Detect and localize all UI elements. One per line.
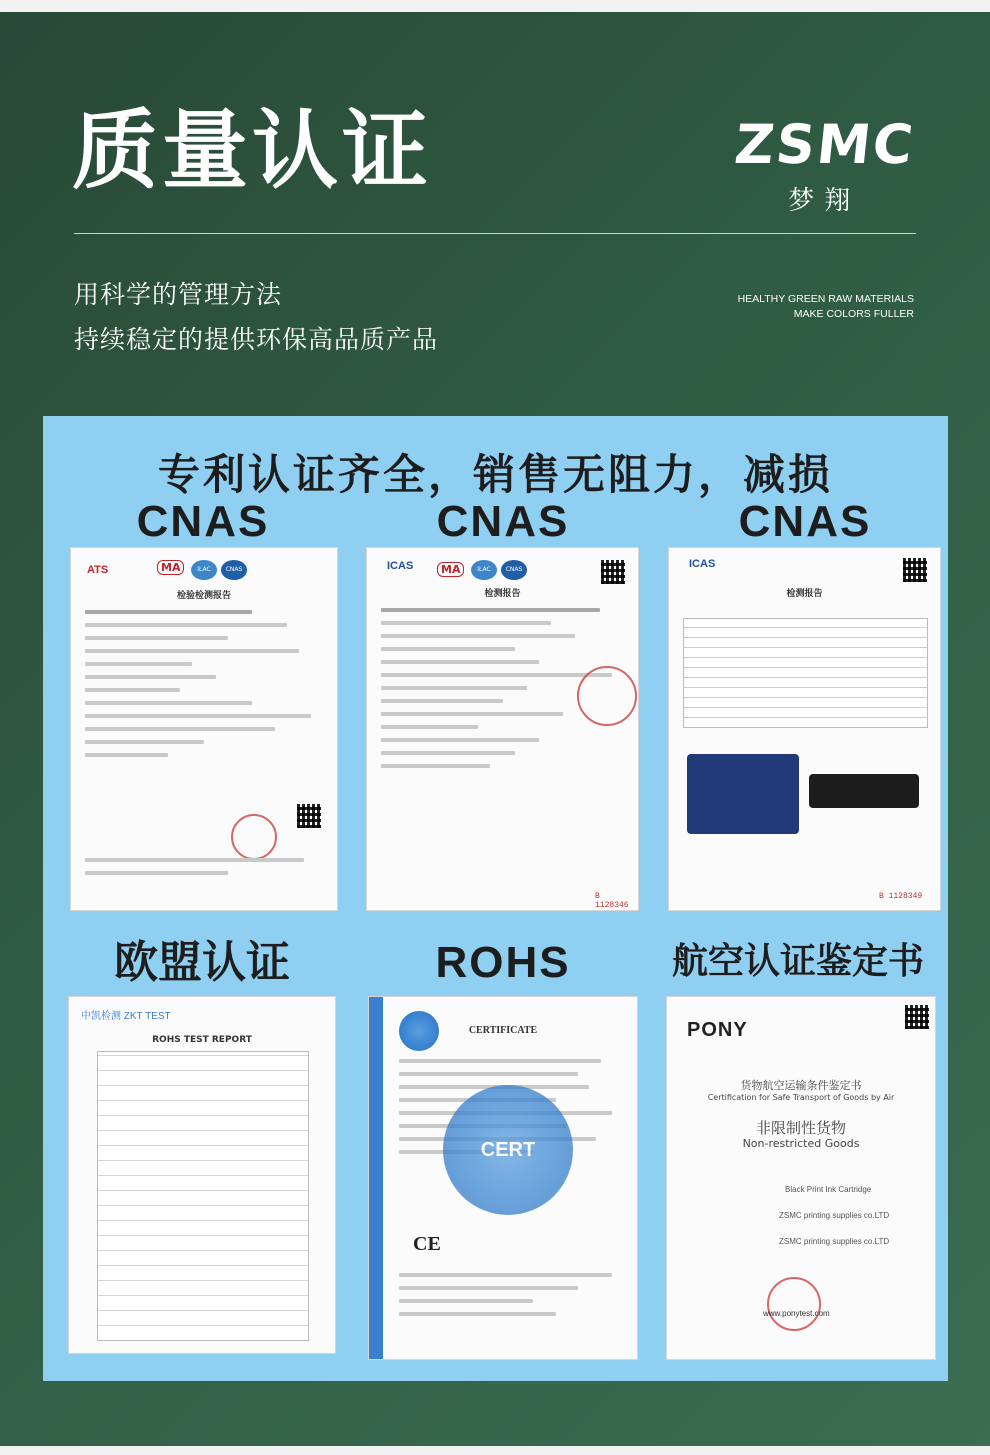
- certificate-pony: [666, 996, 936, 1360]
- brand-logo: [731, 113, 918, 217]
- serial-number: B 1128349: [879, 892, 923, 901]
- certificate-icas-2: [668, 547, 941, 911]
- product-photo-1: [687, 754, 799, 834]
- pony-status-cn: 非限制性货物: [755, 1119, 846, 1137]
- certificate-ats: [70, 547, 338, 911]
- subtitle-1: 用科学的管理方法: [74, 280, 283, 309]
- rohs-label: ROHS: [435, 938, 571, 987]
- product-photo-2: [809, 774, 919, 808]
- pony-title-cn: 货物航空运输条件鉴定书: [740, 1079, 862, 1092]
- ma-mark: MA: [437, 562, 464, 577]
- report-table: [97, 1051, 309, 1341]
- tagline-line-1: HEALTHY GREEN RAW MATERIALS: [737, 293, 914, 305]
- pony-status-en: Non-restricted Goods: [742, 1137, 860, 1150]
- certificate-icas-2-title: 检测报告: [786, 589, 823, 599]
- certificate-rohs: [368, 996, 638, 1360]
- red-stamp: [767, 1277, 821, 1331]
- pony-logo: PONY: [687, 1019, 748, 1041]
- certificate-side-stripe: [369, 997, 383, 1359]
- tagline: [738, 292, 914, 322]
- qr-code: [601, 560, 625, 584]
- brand-logo-text: ZSMC: [731, 113, 918, 176]
- certificate-ats-footer: [85, 858, 323, 884]
- brand-cn-name: 梦翔: [788, 186, 861, 216]
- pony-website: www.ponytest.com: [763, 1309, 830, 1318]
- certificate-ats-title: 检验检测报告: [176, 591, 231, 601]
- subtitle-2: 持续稳定的提供环保高品质产品: [74, 325, 439, 354]
- eu-cert-label: 欧盟认证: [114, 937, 290, 988]
- pony-applicant: ZSMC printing supplies co.LTD: [779, 1211, 890, 1220]
- panel-headline: 专利认证齐全，销售无阻力，减损: [157, 450, 833, 499]
- certificate-icas-1-title: 检测报告: [484, 589, 521, 599]
- cnas-label-1: CNAS: [136, 497, 270, 546]
- red-stamp: [231, 814, 277, 860]
- qr-code: [903, 558, 927, 582]
- red-stamp: [577, 666, 637, 726]
- ats-logo: ATS: [87, 564, 109, 576]
- top-border: [0, 0, 990, 12]
- results-table: [683, 618, 928, 728]
- certificate-rohs-footer: [399, 1273, 623, 1325]
- icas-logo: ICAS: [387, 560, 414, 572]
- zkt-logo: 中凯检测 ZKT TEST: [81, 1011, 171, 1022]
- pony-manufacturer: ZSMC printing supplies co.LTD: [779, 1237, 890, 1246]
- qr-code: [905, 1005, 929, 1029]
- cnas-badge: CNAS: [221, 560, 247, 580]
- cnas-badge: CNAS: [501, 560, 527, 580]
- ce-mark: CE: [413, 1233, 441, 1255]
- certificate-zkt-title: ROHS TEST REPORT: [152, 1035, 252, 1045]
- icas-logo: ICAS: [689, 558, 716, 570]
- certificate-rohs-title: CERTIFICATE: [468, 1025, 538, 1036]
- certificate-panel: [43, 416, 948, 1381]
- ilac-badge: ILAC: [191, 560, 217, 580]
- pony-product: Black Print Ink Cartridge: [785, 1185, 872, 1194]
- ilac-badge: ILAC: [471, 560, 497, 580]
- certificate-ats-body: [85, 610, 323, 766]
- page-title: 质量认证: [72, 101, 432, 201]
- certificate-icas-1: [366, 547, 639, 911]
- cnas-label-2: CNAS: [436, 497, 570, 546]
- cnas-label-3: CNAS: [738, 497, 872, 546]
- qr-code: [297, 804, 321, 828]
- certificate-zkt-rohs: [68, 996, 336, 1354]
- cert-seal: CERT: [443, 1085, 573, 1215]
- aviation-cert-label: 航空认证鉴定书: [671, 941, 924, 982]
- tagline-line-2: MAKE COLORS FULLER: [793, 308, 914, 320]
- bottom-border: [0, 1446, 990, 1455]
- serial-number: B 1128346: [595, 892, 629, 910]
- pony-title-en: Certification for Safe Transport of Goods by Air: [707, 1093, 895, 1102]
- header-divider: [74, 233, 916, 234]
- ma-mark: MA: [157, 560, 184, 575]
